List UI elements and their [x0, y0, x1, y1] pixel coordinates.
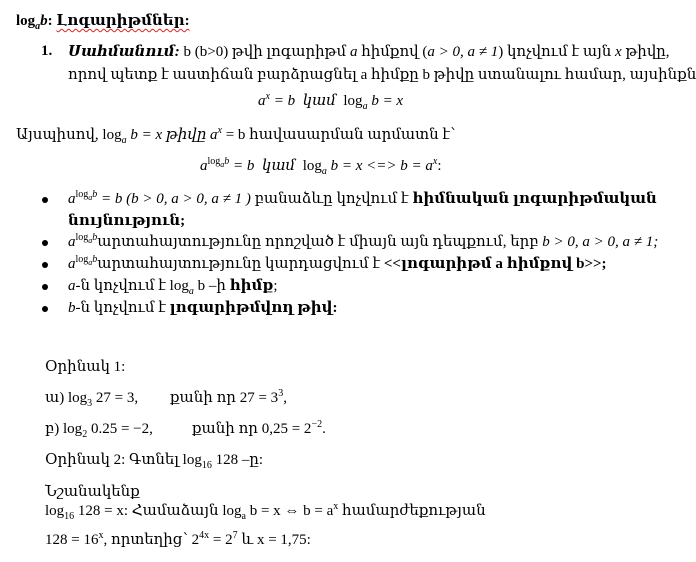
definition-number: 1.: [41, 43, 53, 59]
solution-title: Նշանակենք: [45, 484, 140, 500]
definition-term: Սահմանում:: [68, 44, 180, 60]
bullet-item-2: $a^{log_ab}արտահայտությունը$ որոշված է միայն այն դեպքում, երբ b > 0, a > 0, a ≠ 1;: [68, 232, 659, 250]
consequence-line: Այսպիսով, $\log_a b = x$ թիվը $a^x = b$ հավասարման արմատն է՝: [16, 125, 456, 146]
bullet-dot: [42, 306, 48, 312]
example-1-b: բ) $\log_2 0.25 = -2$,: [45, 421, 153, 440]
definition-formula: $a^x = b$ կամ $\log_a b = x$: [258, 91, 404, 112]
section-heading: $\log_ab$: Լոգարիթմներ:: [16, 13, 190, 32]
bullet-item-1-line-2: նույնություն;: [68, 213, 186, 229]
bullet-item-1-line-1: $a^{log_ab} = b$ (b > 0, a > 0, a ≠ 1 ) բանաձևը կոչվում է հիմնական լոգարիթմական: [68, 189, 657, 207]
solution-line-2: $128 = 16^x$, որտեղից՝ $2^{4x} = 2^7$ և x = 1,75:: [45, 530, 311, 548]
example-1-b-reason: քանի որ $0,25 = 2^{-2}$.: [192, 419, 326, 437]
example-1-a: ա) $\log_3 27 = 3$,: [45, 390, 139, 409]
section-title: Լոգարիթմներ:: [56, 13, 190, 29]
example-1-a-reason: քանի որ $27 = 3^3$,: [170, 388, 287, 406]
consequence-formula: $a^{log_ab} = b$ կամ $\log_a b = x$ <=> $b = a^x$:: [200, 156, 442, 177]
bullet-dot: [42, 197, 48, 203]
example-2-title: Օրինակ 2: Գտնել $\log_{16} 128$ –ը:: [45, 452, 264, 471]
bullet-item-5: b-ն կոչվում է լոգարիթմվող թիվ:: [68, 300, 338, 316]
example-1-title: Օրինակ 1:: [45, 359, 126, 375]
bullet-dot: [42, 284, 48, 290]
bullet-dot: [42, 262, 48, 268]
definition-line-2: որով պետք է աստիճան բարձրացնել a հիմքը b թիվը ստանալու համար, այսինքն: [68, 67, 696, 83]
bullet-item-4: a-ն կոչվում է $\log_a b$ –ի հիմք;: [68, 278, 278, 297]
definition-line-1: Սահմանում: b (b>0) թվի լոգարիթմ a հիմքով (a > 0, a ≠ 1) կոչվում է այն x թիվը,: [68, 44, 670, 60]
solution-line-1: $\log_{16} 128 = x$: Համաձայն $\log_a b = x$ ⇔ $b = a^x$ համարժեքության: [45, 501, 486, 522]
bullet-dot: [42, 240, 48, 246]
bullet-item-3: $a^{log_ab}արտահայտությունը$ կարդացվում է <<լոգարիթմ a հիմքով b>>;: [68, 254, 607, 272]
